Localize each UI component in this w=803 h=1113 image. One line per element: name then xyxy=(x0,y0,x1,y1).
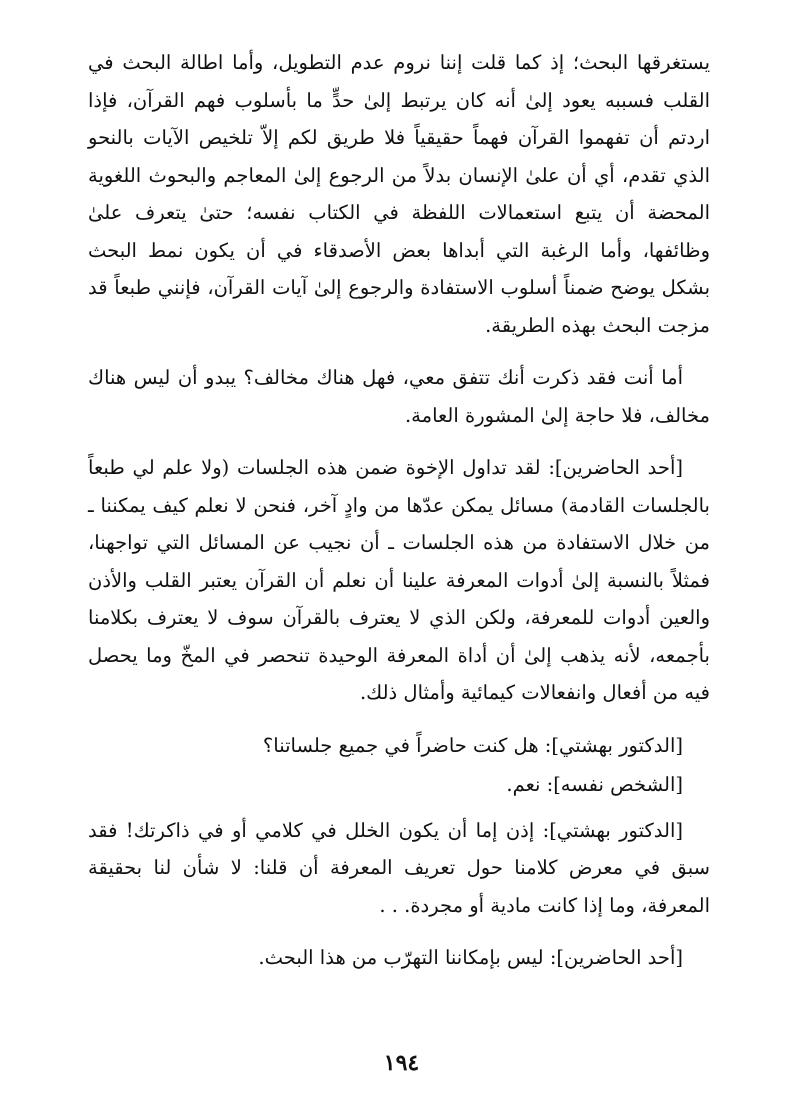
paragraph-agreement: أما أنت فقد ذكرت أنك تتفق معي، فهل هناك مخالف؟ يبدو أن ليس هناك مخالف، فلا حاجة إلىٰ المشورة العامة. xyxy=(88,366,710,427)
document-page xyxy=(88,44,710,985)
paragraph-beheshti-reply: [الدكتور بهشتي]: إذن إما أن يكون الخلل في كلامي أو في ذاكرتك! فقد سبق في معرض كلامنا حول تعريف المعرفة أن قلنا: لا شأن لنا بحقيقة المعرفة، وما إذا كانت مادية أو مجردة. . . xyxy=(88,818,710,917)
dialog-line-person-answer: [الشخص نفسه]: نعم. xyxy=(506,773,683,796)
dialog-line-beheshti-question: [الدكتور بهشتي]: هل كنت حاضراً في جميع جلساتنا؟ xyxy=(262,733,683,757)
dialog-line-attendee-final: [أحد الحاضرين]: ليس بإمكاننا التهرّب من هذا البحث. xyxy=(258,946,683,969)
page-number: ١٩٤ xyxy=(383,1050,420,1076)
paragraph-attendee-question: [أحد الحاضرين]: لقد تداول الإخوة ضمن هذه الجلسات (ولا علم لي طبعاً بالجلسات القادمة) مسائل يمكن عدّها من وادٍ آخر، فنحن لا نعلم كيف يمكننا ـ من خلال الاستفادة من هذه الجلسات ـ أن نجيب عن المسائل التي تواجهنا، فمثلاً بالنسبة إلىٰ أدوات المعرفة علينا أن نعلم أن القرآن يعتبر القلب والأذن والعين أدوات للمعرفة، ولكن الذي لا يعترف بالقرآن سوف لا يعترف بكلامنا بأجمعه، لأنه يذهب إلىٰ أن أداة المعرفة الوحيدة تنحصر في المخّ وما يحصل فيه من أفعال وانفعالات كيمائية وأمثال ذلك. xyxy=(88,456,710,704)
paragraph-research-length: يستغرقها البحث؛ إذ كما قلت إننا نروم عدم التطويل، وأما اطالة البحث في القلب فسببه يعود إلىٰ أنه كان يرتبط إلىٰ حدٍّ ما بأسلوب فهم القرآن، فإذا اردتم أن تفهموا القرآن فهماً حقيقياً فلا طريق لكم إلاّ تلخيص الآيات بالنحو الذي تقدم، أي أن علىٰ الإنسان بدلاً من الرجوع إلىٰ المعاجم والبحوث اللغوية المحضة أن يتبع استعمالات اللفظة في الكتاب نفسه؛ حتىٰ يتعرف علىٰ وظائفها، وأما الرغبة التي أبداها بعض الأصدقاء في أن يكون نمط البحث بشكل يوضح ضمناً أسلوب الاستفادة والرجوع إلىٰ آيات القرآن، فإنني طبعاً قد مزجت البحث بهذه الطريقة. xyxy=(88,51,710,337)
